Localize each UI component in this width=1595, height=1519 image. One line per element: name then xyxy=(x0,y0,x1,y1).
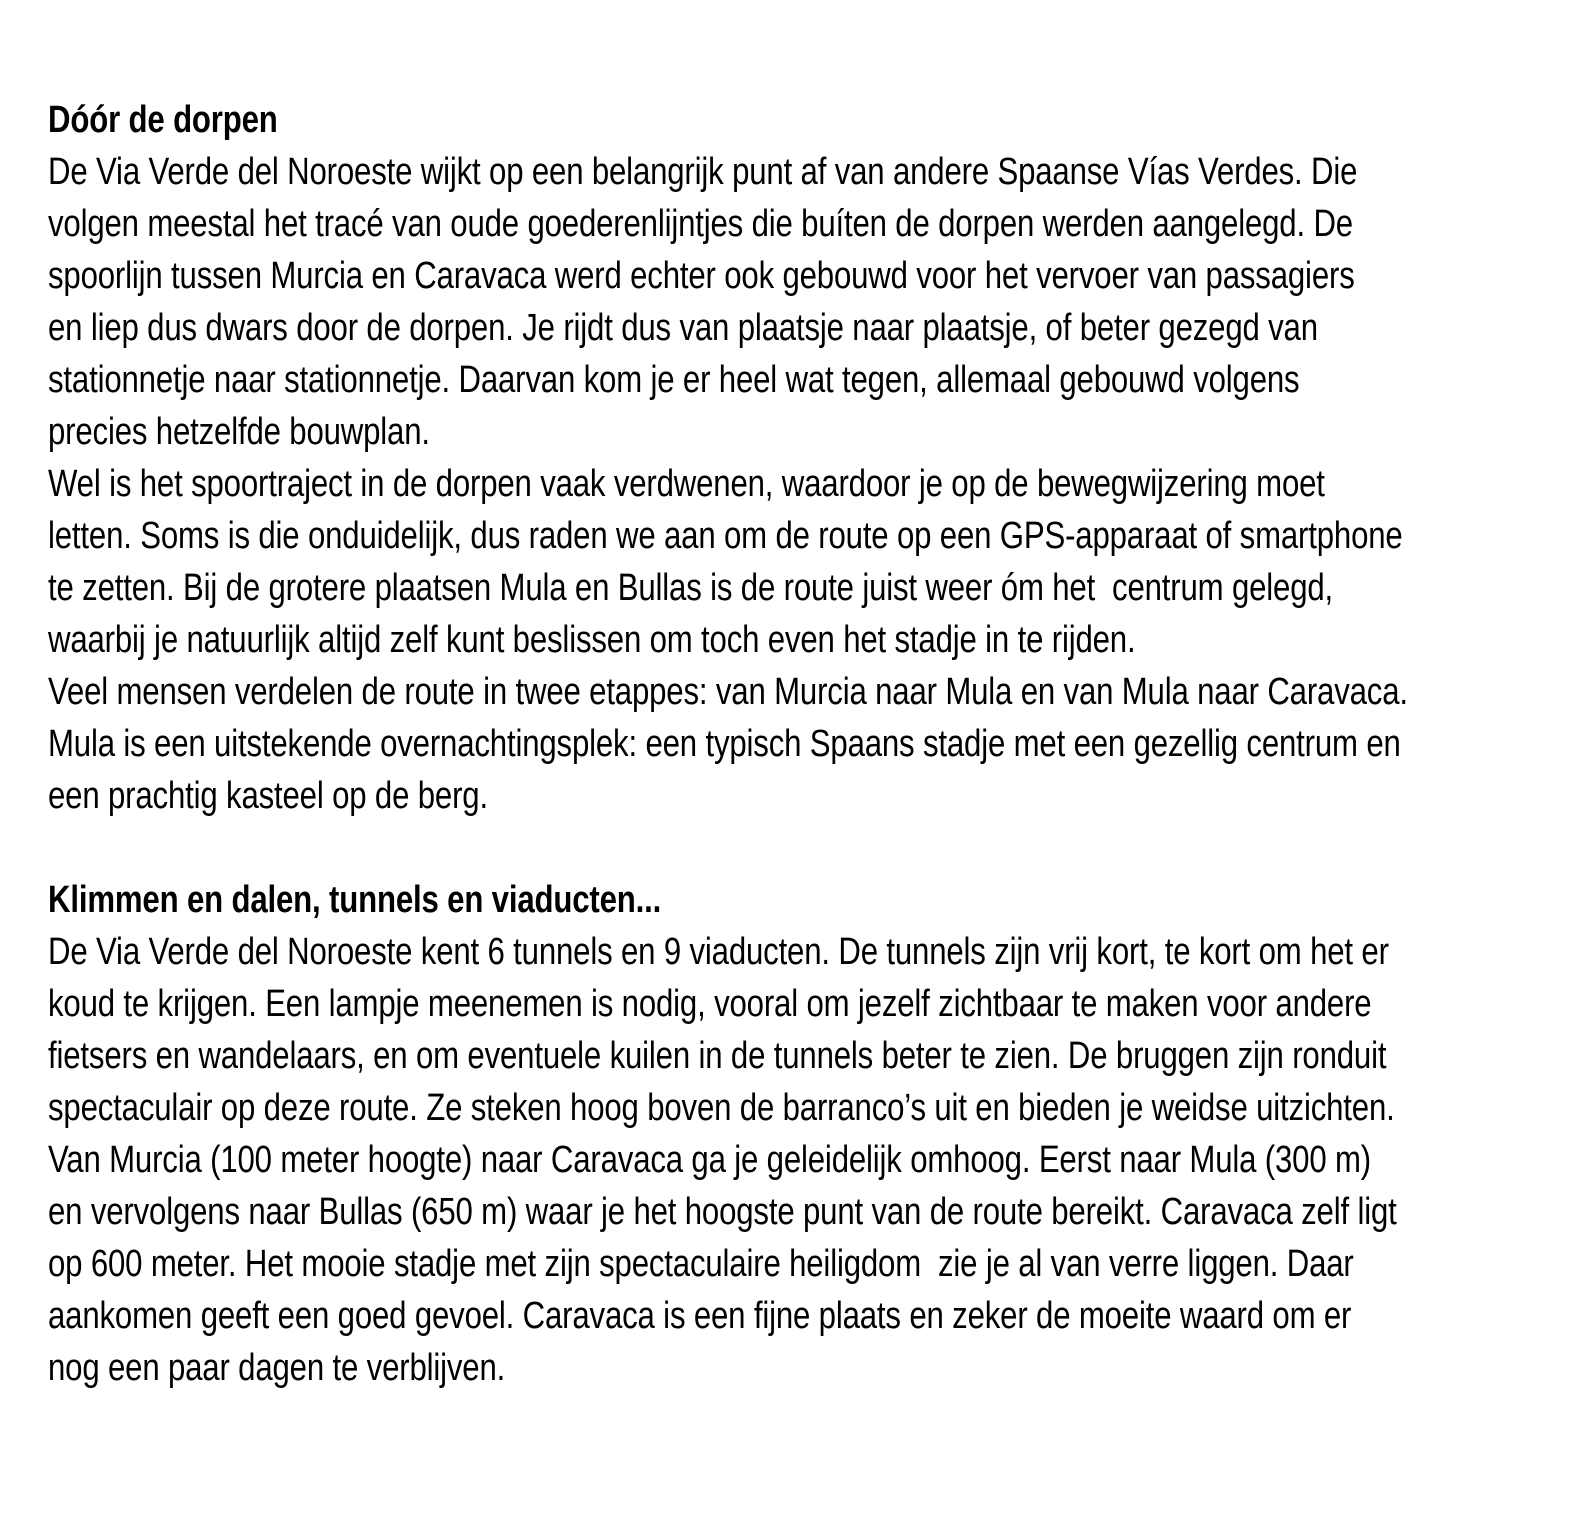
text-line: spectaculair op deze route. Ze steken hoog boven de barranco’s uit en bieden je weidse uitzichten. xyxy=(48,1087,1395,1129)
text-line: aankomen geeft een goed gevoel. Caravaca is een fijne plaats en zeker de moeite waard om er xyxy=(48,1295,1352,1337)
text-line: spoorlijn tussen Murcia en Caravaca werd echter ook gebouwd voor het vervoer van passagiers xyxy=(48,255,1355,297)
text-line: en vervolgens naar Bullas (650 m) waar je het hoogste punt van de route bereikt. Caravaca zelf ligt xyxy=(48,1191,1397,1233)
text-line: een prachtig kasteel op de berg. xyxy=(48,775,488,817)
text-line: en liep dus dwars door de dorpen. Je rijdt dus van plaatsje naar plaatsje, of beter gezegd van xyxy=(48,307,1318,349)
text-line: De Via Verde del Noroeste kent 6 tunnels en 9 viaducten. De tunnels zijn vrij kort, te kort om het er xyxy=(48,931,1389,973)
section-klimmen-en-dalen xyxy=(48,874,1590,1394)
text-line: Veel mensen verdelen de route in twee etappes: van Murcia naar Mula en van Mula naar Caravaca. xyxy=(48,671,1408,713)
text-line: koud te krijgen. Een lampje meenemen is nodig, vooral om jezelf zichtbaar te maken voor andere xyxy=(48,983,1372,1025)
text-line: te zetten. Bij de grotere plaatsen Mula en Bullas is de route juist weer óm het centrum gelegd, xyxy=(48,567,1334,609)
section-heading-klimmen-en-dalen: Klimmen en dalen, tunnels en viaducten... xyxy=(48,879,662,921)
text-line: stationnetje naar stationnetje. Daarvan kom je er heel wat tegen, allemaal gebouwd volgens xyxy=(48,359,1300,401)
text-line: fietsers en wandelaars, en om eventuele kuilen in de tunnels beter te zien. De bruggen zijn ronduit xyxy=(48,1035,1387,1077)
text-line: Van Murcia (100 meter hoogte) naar Caravaca ga je geleidelijk omhoog. Eerst naar Mula (300 m) xyxy=(48,1139,1372,1181)
paragraph-spacer xyxy=(48,822,1590,874)
text-line: volgen meestal het tracé van oude goederenlijntjes die buíten de dorpen werden aangelegd. De xyxy=(48,203,1353,245)
section-heading-door-de-dorpen: Dóór de dorpen xyxy=(48,99,278,141)
text-line: De Via Verde del Noroeste wijkt op een belangrijk punt af van andere Spaanse Vías Verdes. Die xyxy=(48,151,1358,193)
text-block xyxy=(48,94,1590,1394)
section-door-de-dorpen xyxy=(48,94,1590,822)
text-line: Mula is een uitstekende overnachtingsplek: een typisch Spaans stadje met een gezellig centrum en xyxy=(48,723,1401,765)
text-line: Wel is het spoortraject in de dorpen vaak verdwenen, waardoor je op de bewegwijzering moet xyxy=(48,463,1325,505)
text-line: op 600 meter. Het mooie stadje met zijn spectaculaire heiligdom zie je al van verre liggen. Daar xyxy=(48,1243,1354,1285)
text-line: nog een paar dagen te verblijven. xyxy=(48,1347,506,1389)
text-line: precies hetzelfde bouwplan. xyxy=(48,411,430,453)
text-line: waarbij je natuurlijk altijd zelf kunt beslissen om toch even het stadje in te rijden. xyxy=(48,619,1136,661)
text-line: letten. Soms is die onduidelijk, dus raden we aan om de route op een GPS-apparaat of smartphone xyxy=(48,515,1403,557)
